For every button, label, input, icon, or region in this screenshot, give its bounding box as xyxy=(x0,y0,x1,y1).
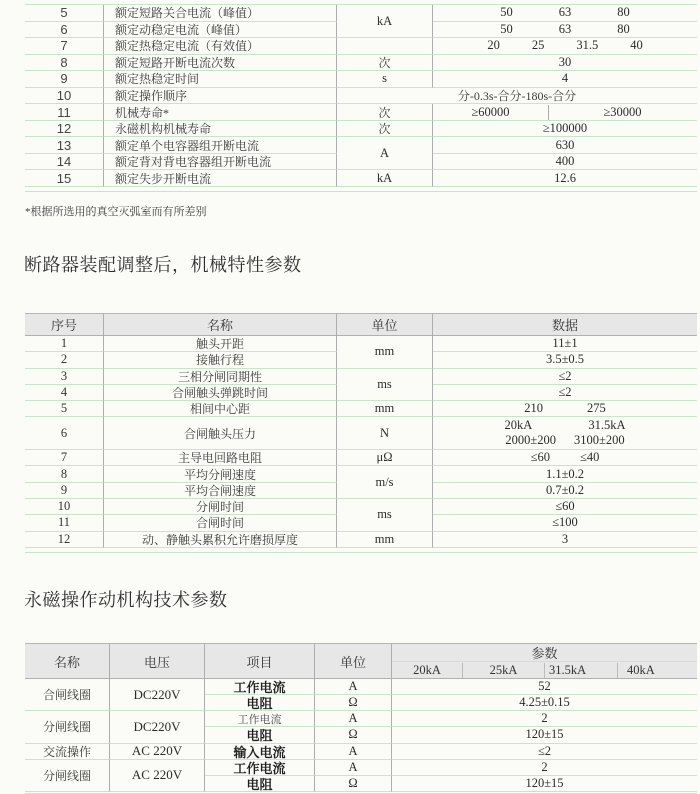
row-number: 8 xyxy=(25,466,104,482)
param-name: 额定短路开断电流次数 xyxy=(104,55,337,72)
value: ≥100000 xyxy=(433,121,697,138)
table-bottom-rule xyxy=(25,552,697,553)
row-number: 9 xyxy=(25,483,104,499)
subcol-31-5ka: 31.5kA xyxy=(545,663,618,678)
param-name: 额定动稳定电流（峰值） xyxy=(104,22,337,39)
unit: mm xyxy=(337,336,433,369)
unit: mm xyxy=(337,532,433,548)
column-header-no: 序号 xyxy=(25,314,104,336)
param-name: 额定操作顺序 xyxy=(104,88,337,105)
param-name: 额定背对背电容器组开断电流 xyxy=(104,154,337,171)
param-name: 额定热稳定电流（有效值） xyxy=(104,38,337,55)
value: ≥60000 xyxy=(434,105,549,120)
value: 0.7±0.2 xyxy=(433,483,697,499)
column-header-item: 项目 xyxy=(205,644,315,679)
param-name: 合闸触头弹跳时间 xyxy=(104,385,337,401)
row-number: 2 xyxy=(25,352,104,368)
value: 4.25±0.15 xyxy=(392,695,697,711)
coil-name: 交流操作 xyxy=(25,744,110,760)
unit: μΩ xyxy=(337,450,433,466)
param-name: 额定热稳定时间 xyxy=(104,71,337,88)
value: 630 xyxy=(433,137,697,154)
subcol-40ka: 40kA xyxy=(627,662,655,677)
value-label: 20kA xyxy=(504,418,533,433)
param-name: 触头开距 xyxy=(104,336,337,352)
coil-name: 分闸线圈 xyxy=(25,760,110,792)
row-number: 5 xyxy=(25,401,104,417)
coil-voltage: DC220V xyxy=(110,679,205,711)
row-number: 7 xyxy=(25,450,104,466)
value: ≤60 xyxy=(433,499,697,515)
row-number: 9 xyxy=(25,71,104,88)
unit: s xyxy=(337,71,433,88)
param-name: 机械寿命* xyxy=(104,104,337,121)
row-number: 12 xyxy=(25,121,104,138)
mechanical-characteristics-table xyxy=(25,313,697,548)
value: 40 xyxy=(630,38,643,53)
item-name: 工作电流 xyxy=(205,760,315,776)
footnote: *根据所选用的真空灭弧室而有所差别 xyxy=(25,206,207,218)
value: 50 xyxy=(500,5,513,20)
row-number: 10 xyxy=(25,499,104,515)
unit: A xyxy=(315,679,392,695)
value-set xyxy=(433,401,697,417)
row-number: 15 xyxy=(25,170,104,187)
value: 80 xyxy=(617,5,630,20)
ratings-table xyxy=(25,4,697,187)
value-set xyxy=(433,38,697,55)
unit: 次 xyxy=(337,55,433,72)
param-name: 接触行程 xyxy=(104,352,337,368)
value: ≤2 xyxy=(392,744,697,760)
param-name: 分闸时间 xyxy=(104,499,337,515)
unit: A xyxy=(337,137,433,170)
value: 31.5 xyxy=(576,38,599,53)
coil-name: 合闸线圈 xyxy=(25,679,110,711)
value-matrix xyxy=(433,417,697,450)
row-number: 10 xyxy=(25,88,104,105)
value: 25 xyxy=(531,38,545,53)
row-number: 3 xyxy=(25,369,104,385)
coil-voltage: AC 220V xyxy=(110,760,205,792)
value: 52 xyxy=(392,679,697,695)
coil-voltage: DC220V xyxy=(110,711,205,743)
value: 11±1 xyxy=(433,336,697,352)
param-name: 动、静触头累积允许磨损厚度 xyxy=(104,532,337,548)
value: 3 xyxy=(433,532,697,548)
unit: Ω xyxy=(315,776,392,792)
actuator-parameters-table xyxy=(25,643,697,792)
unit: A xyxy=(315,744,392,760)
param-name: 永磁机构机械寿命 xyxy=(104,121,337,138)
unit: Ω xyxy=(315,695,392,711)
row-number: 6 xyxy=(25,22,104,39)
value: 120±15 xyxy=(392,776,697,792)
value: 275 xyxy=(587,401,606,416)
value: 20 xyxy=(487,38,500,53)
unit: 次 xyxy=(337,121,433,138)
value-label: 31.5kA xyxy=(588,418,626,433)
value: 30 xyxy=(433,55,697,72)
value: ≤2 xyxy=(433,385,697,401)
column-header-name: 名称 xyxy=(25,644,110,679)
subcol-25ka: 25kA xyxy=(463,663,545,678)
row-number: 7 xyxy=(25,38,104,55)
value: 1.1±0.2 xyxy=(433,466,697,482)
value: ≥30000 xyxy=(603,104,642,119)
row-number: 12 xyxy=(25,532,104,548)
value: 2 xyxy=(392,760,697,776)
section-title-actuator: 永磁操作动机构技术参数 xyxy=(24,590,228,610)
column-header-name: 名称 xyxy=(104,314,337,336)
unit: ms xyxy=(337,369,433,402)
unit: ms xyxy=(337,499,433,532)
value: 3.5±0.5 xyxy=(433,352,697,368)
row-number: 13 xyxy=(25,137,104,154)
row-number: 11 xyxy=(25,515,104,531)
coil-voltage: AC 220V xyxy=(110,744,205,760)
value: ≤2 xyxy=(433,369,697,385)
subcol-20ka: 20kA xyxy=(392,663,463,678)
value: ≤40 xyxy=(580,450,600,465)
param-name: 额定短路关合电流（峰值） xyxy=(104,5,337,22)
unit: 次 xyxy=(337,104,433,121)
param-name: 额定失步开断电流 xyxy=(104,170,337,187)
unit: N xyxy=(337,417,433,450)
coil-name: 分闸线圈 xyxy=(25,711,110,743)
param-name: 平均分闸速度 xyxy=(104,466,337,482)
value: 4 xyxy=(433,71,697,88)
value: 400 xyxy=(433,154,697,171)
unit: A xyxy=(315,711,392,727)
value: 2000±200 xyxy=(505,433,556,448)
value: 63 xyxy=(558,5,572,20)
unit: Ω xyxy=(315,727,392,743)
section-title-mechanical: 断路器装配调整后，机械特性参数 xyxy=(24,255,302,275)
item-name: 电阻 xyxy=(205,776,315,792)
value: 分-0.3s-合分-180s-合分 xyxy=(337,88,697,105)
item-name: 电阻 xyxy=(205,727,315,743)
row-number: 6 xyxy=(25,417,104,450)
value-set xyxy=(433,22,697,39)
value-set xyxy=(433,450,697,466)
unit: m/s xyxy=(337,466,433,499)
row-number: 14 xyxy=(25,154,104,171)
column-header-unit: 单位 xyxy=(337,314,433,336)
row-number: 4 xyxy=(25,385,104,401)
param-name: 三相分闸同期性 xyxy=(104,369,337,385)
unit: A xyxy=(315,760,392,776)
column-header-data: 数据 xyxy=(433,314,697,336)
item-name: 工作电流 xyxy=(205,679,315,695)
param-name: 合闸触头压力 xyxy=(104,417,337,450)
item-name: 输入电流 xyxy=(205,744,315,760)
unit-cell-empty xyxy=(337,38,433,55)
column-header-params: 参数 xyxy=(392,644,697,662)
value: ≤100 xyxy=(433,515,697,531)
row-number: 5 xyxy=(25,5,104,22)
table-bottom-rule xyxy=(25,191,697,192)
param-name: 主导电回路电阻 xyxy=(104,450,337,466)
value: 2 xyxy=(392,711,697,727)
row-number: 11 xyxy=(25,104,104,121)
value: 120±15 xyxy=(392,727,697,743)
value: 12.6 xyxy=(433,170,697,187)
value: 210 xyxy=(524,401,543,416)
row-number: 1 xyxy=(25,336,104,352)
row-number: 8 xyxy=(25,55,104,72)
param-name: 平均合闸速度 xyxy=(104,483,337,499)
unit: mm xyxy=(337,401,433,417)
value: 80 xyxy=(617,21,630,36)
column-header-unit: 单位 xyxy=(315,644,392,679)
value: ≤60 xyxy=(530,450,550,465)
param-name: 额定单个电容器组开断电流 xyxy=(104,137,337,154)
value: 63 xyxy=(558,21,572,36)
column-header-voltage: 电压 xyxy=(110,644,205,679)
item-name: 电阻 xyxy=(205,695,315,711)
value: 50 xyxy=(500,21,513,36)
value-pair xyxy=(433,104,697,121)
params-subheader xyxy=(392,662,697,679)
unit: kA xyxy=(337,170,433,187)
unit: kA xyxy=(337,5,433,38)
item-name: 工作电流 xyxy=(205,711,315,727)
value-set xyxy=(433,5,697,22)
param-name: 相间中心距 xyxy=(104,401,337,417)
param-name: 合闸时间 xyxy=(104,515,337,531)
value: 3100±200 xyxy=(574,433,625,448)
